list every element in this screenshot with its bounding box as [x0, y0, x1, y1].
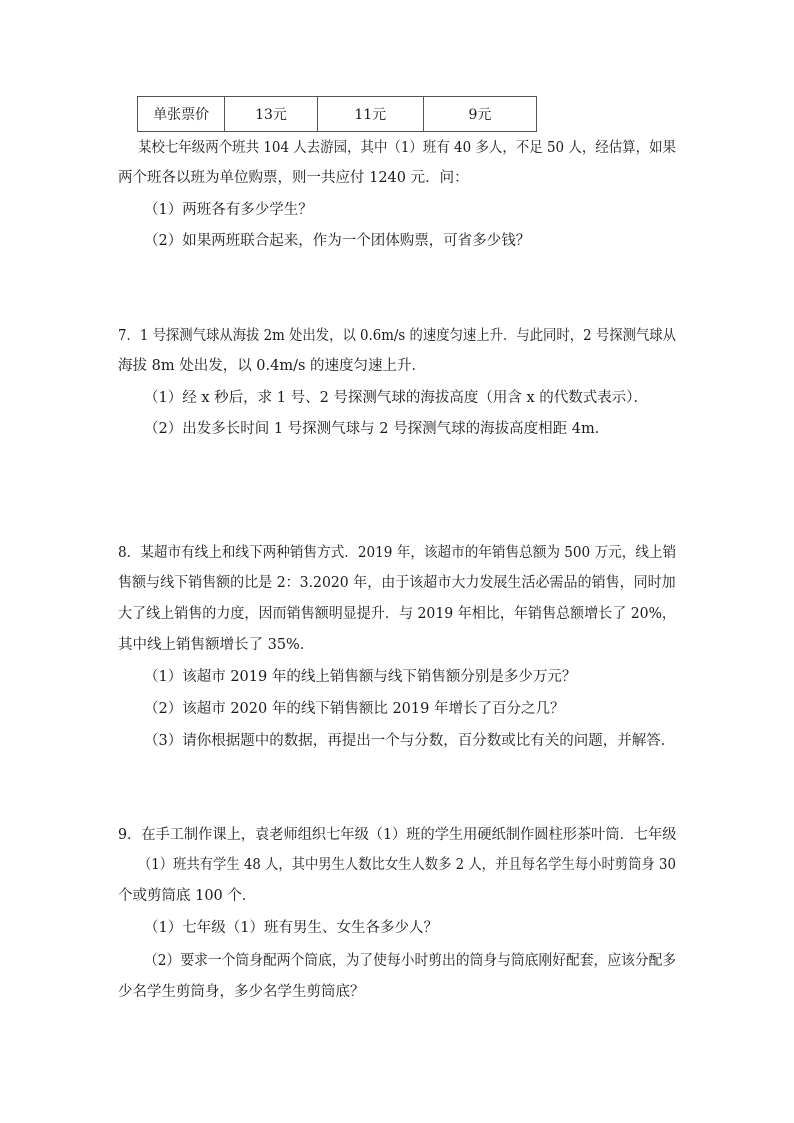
q8-line-1: 8．某超市有线上和线下两种销售方式．2019 年，该超市的年销售总额为 500 万元，线上销 [118, 545, 677, 561]
q9-subquestion-2-line-1: （2）要求一个筒身配两个筒底，为了使每小时剪出的筒身与筒底刚好配套，应该分配多 [144, 953, 677, 969]
q8-subquestion-1: （1）该超市 2019 年的线上销售额与线下销售额分别是多少万元？ [144, 669, 577, 685]
q7-line-2: 海拔 8m 处出发，以 0.4m/s 的速度匀速上升． [118, 358, 427, 374]
q9-line-3: 个或剪筒底 100 个． [118, 888, 257, 904]
q8-subquestion-3: （3）请你根据题中的数据，再提出一个与分数，百分数或比有关的问题，并解答． [144, 733, 676, 749]
q8-line-4: 其中线上销售额增长了 35%． [118, 637, 315, 653]
q6-subquestion-2: （2）如果两班联合起来，作为一个团体购票，可省多少钱？ [144, 233, 531, 249]
q9-subquestion-2-line-2: 少名学生剪筒身，多少名学生剪筒底？ [118, 984, 365, 1000]
q9-line-1: 9．在手工制作课上，袁老师组织七年级（1）班的学生用硬纸制作圆柱形茶叶筒．七年级 [118, 827, 677, 843]
q7-subquestion-2: （2）出发多长时间 1 号探测气球与 2 号探测气球的海拔高度相距 4m． [144, 421, 610, 437]
q6-subquestion-1: （1）两班各有多少学生？ [144, 202, 313, 218]
q6-line-2: 两个班各以班为单位购票，则一共应付 1240 元．问： [118, 170, 469, 186]
table-cell-price: 13元 [225, 97, 317, 132]
q8-line-2: 售额与线下销售额的比是 2：3.2020 年，由于该超市大力发展生活必需品的销售，同时加 [118, 575, 676, 591]
q7-line-1: 7．1 号探测气球从海拔 2m 处出发，以 0.6m/s 的速度匀速上升．与此同时，2 号探测气球从 [118, 328, 676, 344]
q7-subquestion-1: （1）经 x 秒后，求 1 号、2 号探测气球的海拔高度（用含 x 的代数式表示）． [144, 390, 649, 406]
q8-subquestion-2: （2）该超市 2020 年的线下销售额比 2019 年增长了百分之几？ [144, 701, 565, 717]
ticket-price-table [137, 96, 537, 132]
q9-line-2: （1）班共有学生 48 人，其中男生人数比女生人数多 2 人，并且每名学生每小时剪筒身 30 [138, 857, 676, 873]
q8-line-3: 大了线上销售的力度，因而销售额明显提升．与 2019 年相比，年销售总额增长了 20%， [118, 606, 676, 622]
q6-line-1: 某校七年级两个班共 104 人去游园，其中（1）班有 40 多人，不足 50 人，经估算，如果 [138, 140, 676, 156]
table-row [138, 97, 537, 132]
table-cell-price: 11元 [317, 97, 423, 132]
table-cell-price: 9元 [423, 97, 536, 132]
q9-subquestion-1: （1）七年级（1）班有男生、女生各多少人？ [144, 920, 438, 936]
table-cell-label: 单张票价 [138, 97, 225, 132]
